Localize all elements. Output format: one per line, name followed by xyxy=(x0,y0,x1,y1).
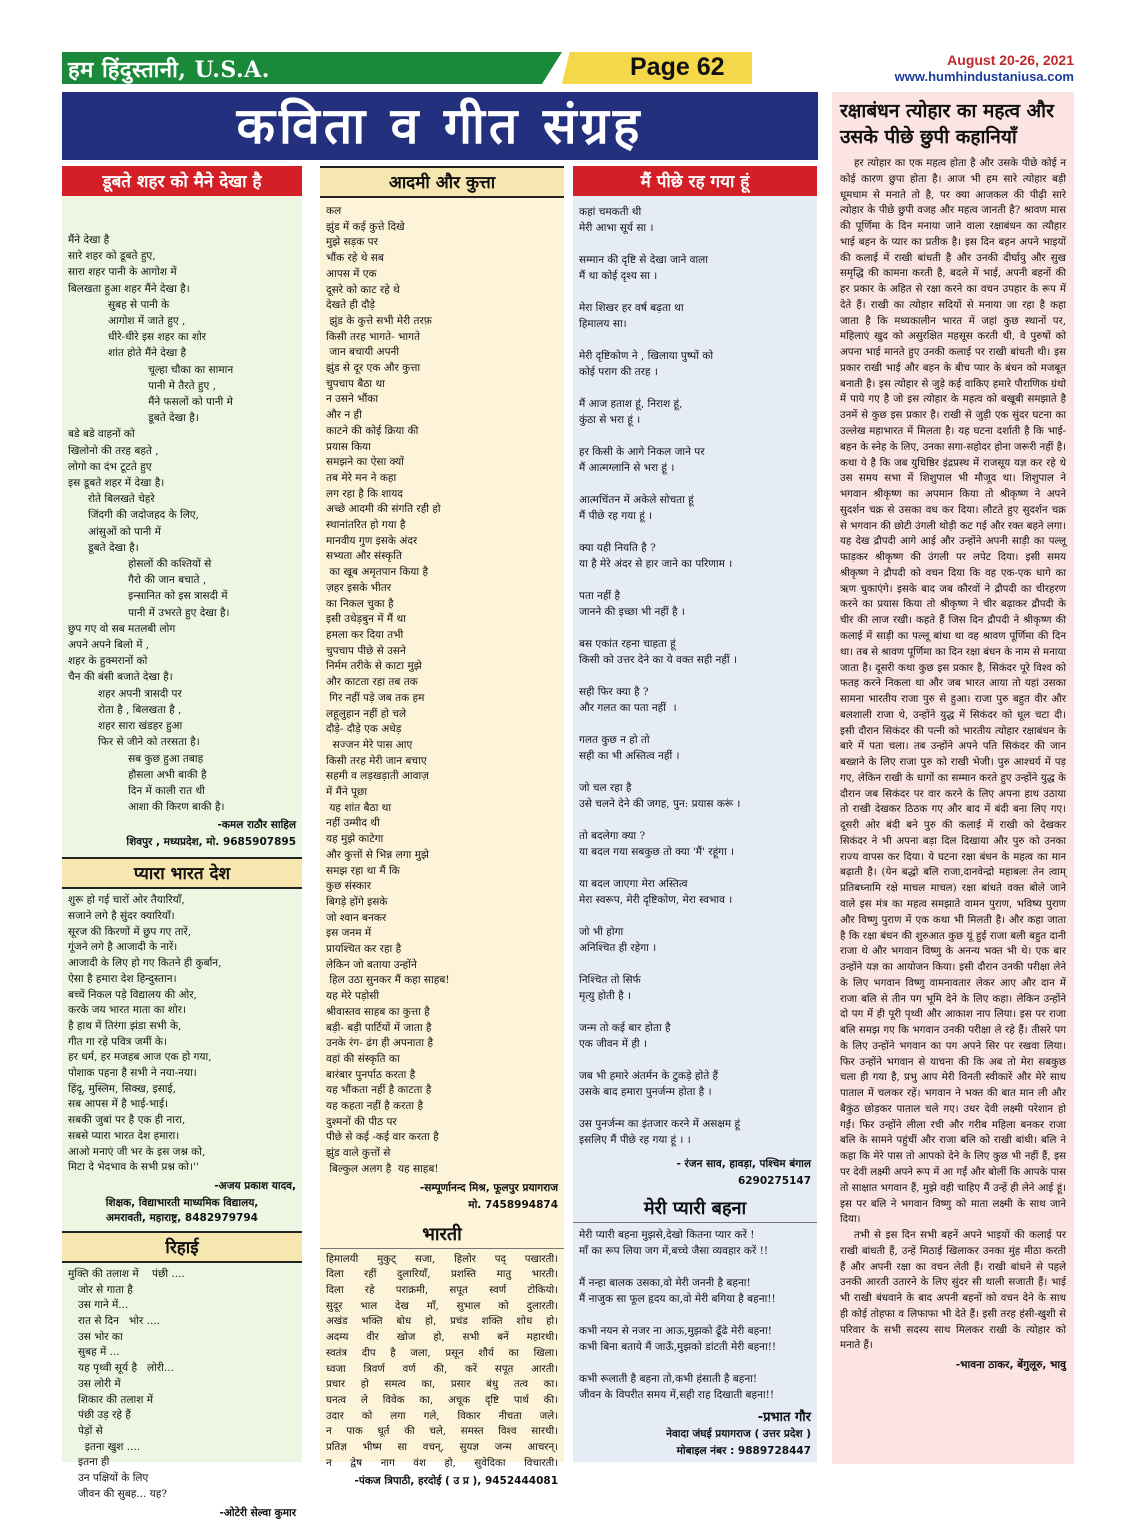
meri-pyari-behna-stanza: मेरी प्यारी बहना मुझसे,देखो कितना प्यार करें ! माँ का रूप लिया जग में,बच्चे जैसा व्यवहार करें !! xyxy=(579,1229,769,1257)
peeche-reh-gaya-stanza: क्या यही नियति है ? या है मेरे अंदर से हार जाने का परिणाम । xyxy=(579,542,733,570)
peeche-reh-gaya-stanza: उस पुनर्जन्म का इंतजार करने में असक्षम हूं इसलिए मैं पीछे रह गया हूं । । xyxy=(579,1118,741,1146)
peeche-reh-gaya-stanza: बस एकांत रहना चाहता हूं किसी को उत्तर देने का ये वक्त सही नहीं । xyxy=(579,638,737,666)
peeche-reh-gaya-stanza: गलत कुछ न हो तो सही का भी अस्तित्व नहीं । xyxy=(579,734,680,762)
peeche-reh-gaya-stanza: कहां चमकती थी मेरी आभा सूर्य सा । xyxy=(579,206,654,234)
poem-phone-aadmi-kutta: मो. 7458994874 xyxy=(468,1198,558,1211)
middle-column xyxy=(320,166,564,1488)
poem-author-peeche-reh-gaya: - रंजन साव, हावड़ा, पश्चिम बंगाल xyxy=(676,1158,811,1170)
peeche-reh-gaya-stanza: हर किसी के आगे निकल जाने पर मैं आत्मग्लानि से भरा हूं । xyxy=(579,446,705,474)
poem-title-dubte-shahar: डूबते शहर को मैने देखा है xyxy=(62,166,302,196)
left-column xyxy=(62,166,302,1519)
poem-phone-meri-pyari-behna: मोबाइल नंबर : 9889728447 xyxy=(676,1445,811,1457)
peeche-reh-gaya-stanza: निश्चित तो सिर्फ मृत्यु होती है । xyxy=(579,974,641,1002)
issue-date: August 20-26, 2021 xyxy=(947,52,1074,68)
peeche-reh-gaya-stanza: जब भी हमारे अंतर्मन के टुकड़े होते हैं उसके बाद हमारा पुनर्जन्म होता है । xyxy=(579,1070,719,1098)
poem-address-meri-pyari-behna: नेवादा जंघई प्रयागराज ( उत्तर प्रदेश ) xyxy=(666,1428,811,1440)
poem-title-meri-pyari-behna: मेरी प्यारी बहना xyxy=(573,1194,817,1223)
website-link[interactable]: www.humhindustaniusa.com xyxy=(894,69,1074,84)
poem-body-meri-pyari-behna xyxy=(573,1223,817,1403)
article-body xyxy=(832,154,1074,1354)
poem-author-bharati: -पंकज त्रिपाठी, हरदोई ( उ प्र ), 9452444081 xyxy=(354,1475,558,1488)
poem-body-dubte-shahar: मैंने देखा है सारे शहर को डूबते हुए, सारा शहर पानी के आगोश में बिलखता हुआ शहर मैंने देखा है। सुबह से पानी के आगोश में जाते हुए , धीरे-धीरे इस शहर का शोर शांत होते मैंने देखा है चूल्हा चौका का सामान पानी मे तैरते हुए , मैंने फसलों को पानी मे डूबते देखा है। बडे बडे वाहनों को खिलोनो की तरह बहते , लोगो का दंभ टूटते हुए इस डूबते शहर में देखा है। रोते बिलखते चेहरे जिंदगी की जदोजहद के लिए, आंसुओं को पानी में डूबते देखा है। होसलों की कश्तियों से गैरो की जान बचाते , इन्सानित को इस त्रासदी में पानी में उभरते हुए देखा है। छुप गए वो सब मतलबी लोग अपने अपने बिलो में , शहर के हुक्मरानों को चैन की बंसी बजाते देखा है। शहर अपनी त्रासदी पर रोता है , बिलखता है , शहर सारा खंडहर हुआ फिर से जीने को तरसता है। सब कुछ हुआ तबाह हौसला अभी बाकी है दिन में काली रात थी आशा की किरण बाकी है। xyxy=(68,234,234,814)
peeche-reh-gaya-stanza: तो बदलेगा क्या ? या बदल गया सबकुछ तो क्या 'मैं' रहूंगा । xyxy=(579,830,735,858)
poem-author-aadmi-kutta: -सम्पूर्णानन्द मिश्र, फूलपुर प्रयागराज xyxy=(419,1181,558,1194)
right-column xyxy=(573,166,817,1462)
peeche-reh-gaya-stanza: सम्मान की दृष्टि से देखा जाने वाला मैं था कोई दृश्य सा । xyxy=(579,254,709,282)
masthead xyxy=(62,52,1074,88)
poem-title-peeche-reh-gaya: मैं पीछे रह गया हूं xyxy=(573,166,817,196)
poem-body-bharati: हिमालयी मुकुट् सजा, हिलोर पद् पखारती। दिला रहीं दुलारियाँ, प्रशस्ति मातु भारती। दिला रहे पराक्रमी, सपूत स्वर्ण टोकियो। सुदूर भाल देख माँ, सुभाल को दुलारती। अखंड भक्ति बोध हो, प्रचंड शक्ति शोध हो। अदम्य वीर खोज हो, सभी बनें महारथी। स्वतंत्र दीप है जला, प्रसून शौर्य का खिला। ध्वजा त्रिवर्ण वर्ण की, करें सपूत आरती। प्रचार हो समत्व का, प्रसार बंधु तत्व का। घनत्व ले विवेक का, अचूक दृष्टि पार्थ की। उदार को लगा गले, विकार नीचता जले। न पाक धूर्त की चले, समस्त विश्व सारथी। प्रतिज्ञ भीष्म सा वचन्, सुयज्ञ जन्म आचरन्। न द्वेष नाग वंश हो, सुवेदिका विचारती। xyxy=(326,1253,558,1469)
poem-title-pyara-bharat: प्यारा भारत देश xyxy=(62,857,302,889)
peeche-reh-gaya-stanza: मेरा शिखर हर वर्ष बढ़ता था हिमालय सा। xyxy=(579,302,684,330)
poem-title-aadmi-kutta: आदमी और कुत्ता xyxy=(320,166,564,198)
page-number: Page 62 xyxy=(630,53,725,81)
peeche-reh-gaya-stanza: जो भी होगा अनिश्चित ही रहेगा । xyxy=(579,926,657,954)
section-title: कविता व गीत संग्रह xyxy=(236,96,644,155)
peeche-reh-gaya-stanza: मेरी दृष्टिकोण ने , खिलाया पुष्पों को कोई पराग की तरह । xyxy=(579,350,714,378)
poem-author-rihai: -ओटेरी सेल्वा कुमार xyxy=(219,1506,296,1519)
meri-pyari-behna-stanza: कभी नयन से नजर ना आऊ,मुझको ढूँढे मेरी बहना! कभी बिना बताये मैं जाऊँ,मुझको डांटती मेरी बहना!! xyxy=(579,1325,777,1353)
article-author: -भावना ठाकर, बेंगुलूरु, भावु xyxy=(955,1359,1066,1372)
poem-address-pyara-bharat: शिक्षक, विद्याभारती माध्यमिक विद्यालय, अमरावती, महाराष्ट्र, 8482979794 xyxy=(105,1196,259,1224)
peeche-reh-gaya-stanza: सही फिर क्या है ? और गलत का पता नहीं । xyxy=(579,686,677,714)
meri-pyari-behna-stanza: मैं नन्हा बालक उसका,वो मेरी जननी है बहना! मैं नाजुक सा फूल हृदय का,वो मेरी बगिया है बहना!! xyxy=(579,1277,776,1305)
poem-author-pyara-bharat: -अजय प्रकाश यादव, xyxy=(214,1179,296,1192)
poem-title-rihai: रिहाई xyxy=(62,1231,302,1263)
poem-body-aadmi-kutta: कल झुंड में कई कुत्ते दिखे मुझे सड़क पर भौंक रहे थे सब आपस में एक दूसरे को काट रहे थे देखते ही दौड़े झुंड के कुत्ते सभी मेरी तरफ़ किसी तरह भागते- भागते जान बचायी अपनी झुंड से दूर एक और कुत्ता चुपचाप बैठा था न उसने भौंका और न ही काटने की कोई क्रिया की प्रयास किया समझने का ऐसा क्यों तब मेरे मन ने कहा लग रहा है कि शायद अच्छे आदमी की संगति रही हो स्थानांतरित हो गया है मानवीय गुण इसके अंदर सभ्यता और संस्कृति का खूब अमृतपान किया है ज़हर इसके भीतर का निकल चुका है इसी उधेड़बुन में मैं था हमला कर दिया तभी चुपचाप पीछे से उसने निर्मम तरीके से काटा मुझे और काटता रहा तब तक गिर नहीं पड़े जब तक हम लहूलुहान नहीं हो चले दौड़े- दौड़े एक अधेड़ सज्जन मेरे पास आए किसी तरह मेरी जान बचाए सहमी व लड़खड़ाती आवाज़ में मैंने पूछा यह शांत बैठा था नहीं उम्मीद थी यह मुझे काटेगा और कुत्तों से भिन्न लगा मुझे समझ रहा था मैं कि कुछ संस्कार बिगड़े होंगे इसके जो श्वान बनकर इस जनम में प्रायश्चित कर रहा है लेकिन जो बताया उन्होंने हिल उठा सुनकर मैं कहा साहब! यह मेरे पड़ोसी श्रीवास्तव साहब का कुत्ता है बड़ी- बड़ी पार्टियों में जाता है उनके रंग- ढंग ही अपनाता है वहां की संस्कृति का बारंबार पुनर्पाठ करता है यह भौंकता नहीं है काटता है यह कहता नहीं है करता है दुश्मनों की पीठ पर पीछे से कई -कई वार करता है झुंड वाले कुत्तों से बिल्कुल अलग है यह साहब! xyxy=(326,205,450,1175)
meri-pyari-behna-stanza: कभी रूलाती है बहना तो,कभी हंसाती है बहना! जीवन के विपरीत समय में,सही राह दिखाती बहना!! xyxy=(579,1373,775,1401)
poem-author-dubte-shahar: -कमल राठौर साहिल xyxy=(217,819,296,832)
peeche-reh-gaya-stanza: या बदल जाएगा मेरा अस्तित्व मेरा स्वरूप, मेरी दृष्टिकोण, मेरा स्वभाव । xyxy=(579,878,733,906)
section-title-banner xyxy=(62,92,818,160)
peeche-reh-gaya-stanza: मैं आज हताश हूं, निराश हूं, कुंठा से भरा हूं । xyxy=(579,398,683,426)
article-column xyxy=(832,92,1074,1464)
poem-author-meri-pyari-behna: -प्रभात गौर xyxy=(757,1410,811,1425)
poem-body-pyara-bharat: शुरू हो गई चारों ओर तैयारियाँ, सजाने लगे है सुंदर क्यारियाँ। सूरज की किरणों में छुप गए तारें, गूंजने लगे है आजादी के नारें। आजादी के लिए हो गए कितने ही कुर्बान, ऐसा है हमारा देश हिन्दुस्तान। बच्चें निकल पड़े विद्यालय की ओर, करके जय भारत माता का शोर। है हाथ में तिरंगा झंडा सभी के, गीत गा रहे पवित्र जमीं के। हर धर्म, हर मजहब आज एक हो गया, पोशाक पहना है सभी ने नया-नया। हिंदू, मुस्लिम, सिक्ख, इसाई, सब आपस में है भाई-भाई। सबकी जुबां पर है एक ही नारा, सबसे प्यारा भारत देश हमारा। आओ मनाएं जी भर के इस जश्न को, मिटा दे भेदभाव के सभी प्रश्न को।'' xyxy=(68,894,222,1174)
poem-body-rihai: मुक्ति की तलाश में पंछी .... जोर से गाता है उस गाने में... रात से दिन भोर .... उस भोर का सुबह में ... यह पृथ्वी सूर्य है लोरी... उस लोरी में शिकार की तलाश में पंछी उड़ रहे हैं पेड़ों से इतना खुश .... इतना ही उन पक्षियों के लिए जीवन की सुबह... यह? xyxy=(68,1267,185,1500)
paper-name: हम हिंदुस्तानी, U.S.A. xyxy=(68,57,270,83)
poem-phone-peeche-reh-gaya: 6290275147 xyxy=(737,1175,811,1187)
poem-body-peeche-reh-gaya xyxy=(573,196,817,1148)
article-paragraph-1: हर त्योहार का एक महत्व होता है और उसके पीछे कोई न कोई कारण छुपा होता है। आज भी हम सारे त्योहार बड़ी धूमधाम से मनाते तो है, पर क्या आजकल की पीढ़ी सारे त्योहार के पीछे छुपी वजह और महत्व जानती है? श्रावण मास की पूर्णिमा के दिन मनाया जाने वाला रक्षाबंधन का त्यौहार भाई बहन के प्यार का प्रतीक है। इस दिन बहन अपने भाइयों की कलाई में राखी बांधती है और उनकी दीर्घायु और सुख समृद्धि की कामना करती है, बदले में भाई, अपनी बहनों की हर प्रकार के अहित से रक्षा करने का वचन उपहार के रूप में देते हैं। राखी का त्योहार सदियों से मनाया जा रहा है कहा जाता है कि मध्यकालीन भारत में जहां कुछ स्थानों पर, महिलाएं खुद को असुरक्षित महसूस करती थी, वे पुरुषों को अपना भाई मानते हुए उनकी कलाई पर राखी बांधती थी। इस प्रकार राखी भाई और बहन के बीच प्यार के बंधन को मजबूत बनाती है। इस त्योहार से जुड़े कई वाकिए हमारे पौराणिक ग्रंथो में पाये गए है जो इस त्योहार के महत्व को बखूबी समझाते है उनमें से कुछ इस प्रकार है। राखी से जुड़ी एक सुंदर घटना का उल्लेख महाभारत में मिलता है। यह घटना दर्शाती है कि भाई-बहन के स्नेह के लिए, उनका सगा-सहोदर होना जरूरी नहीं है। कथा ये है कि जब युधिष्ठिर इंद्रप्रस्थ में राजसूय यज्ञ कर रहे थे उस समय सभा में शिशुपाल भी मौजूद था। शिशुपाल ने भगवान श्रीकृष्ण का अपमान किया तो श्रीकृष्ण ने अपने सुदर्शन चक्र से उसका वध कर दिया। लौटते हुए सुदर्शन चक्र से भगवान की छोटी उंगली थोड़ी कट गई और रक्त बहने लगा। यह देख द्रौपदी आगे आई और उन्होंने अपनी साड़ी का पल्लू फाड़कर श्रीकृष्ण की उंगली पर लपेट दिया। इसी समय श्रीकृष्ण ने द्रौपदी को वचन दिया कि वह एक-एक धागे का ऋण चुकाएंगे। इसके बाद जब कौरवों ने द्रौपदी का चीरहरण करने का प्रयास किया तो श्रीकृष्ण ने चीर बढ़ाकर द्रौपदी के चीर की लाज रखी। कहते हैं जिस दिन द्रौपदी ने श्रीकृष्ण की कलाई में साड़ी का पल्लू बांधा था वह श्रावण पूर्णिमा की दिन था। तब से श्रावण पूर्णिमा का दिन रक्षा बंधन के नाम से मनाया जाता है। दूसरी कथा कुछ इस प्रकार है, सिकंदर पूरे विश्व को फतह करने निकला था और जब भारत आया तो यहां उसका सामना भारतीय राजा पुरु से हुआ। राजा पुरु बहुत वीर और बलशाली राजा थे, उन्होंने युद्ध में सिकंदर को धूल चटा दी। इसी दौरान सिकंदर की पत्नी को भारतीय त्योहार रक्षाबंधन के बारे में पता चला। तब उन्होंने अपने पति सिकंदर की जान बख्शने के लिए राजा पुरु को राखी भेजी। पुरु आश्चर्य में पड़ गए, लेकिन राखी के धागों का सम्मान करते हुए उन्होंने युद्ध के दौरान जब सिकंदर पर वार करने के लिए अपना हाथ उठाया तो राखी देखकर ठिठक गए और बाद में बंदी बना लिए गए। दूसरी ओर बंदी बने पुरु की कलाई में राखी को देखकर सिकंदर ने भी अपना बड़ा दिल दिखाया और पुरु को उनका राज्य वापस कर दिया। ये घटना रक्षा बंधन के महत्व का मान बढ़ाती है। (येन बद्धो बलि राजा,दानवेन्द्रो महाबलः तेन त्वाम् प्रतिबध्नामि रक्षे माचल माचल) रक्षा बांधते वक्त बोले जाने वाले इस मंत्र का महत्व समझाते वामन पुराण, भविष्य पुराण और विष्णु पुराण में एक कथा भी मिलती है। और कहा जाता है कि रक्षा बंधन की शुरुआत कुछ यूं हुई राजा बली बहुत दानी राजा थे और भगवान विष्णु के अनन्य भक्त भी थे। एक बार उन्होंने यज्ञ का आयोजन किया। इसी दौरान उनकी परीक्षा लेने के लिए भगवान विष्णु वामनावतार लेकर आए और दान में राजा बलि से तीन पग भूमि देने के लिए कहा। लेकिन उन्होंने दो पग में ही पूरी पृथ्वी और आकाश नाप लिया। इस पर राजा बलि समझ गए कि भगवान उनकी परीक्षा ले रहे हैं। तीसरे पग के लिए उन्होंने भगवान का पग अपने सिर पर रखवा लिया। फिर उन्होंने भगवान से याचना की कि अब तो मेरा सबकुछ चला ही गया है, प्रभु आप मेरी विनती स्वीकारें और मेरे साथ पाताल में चलकर रहें। भगवान ने भक्त की बात मान ली और बैकुंठ छोड़कर पाताल चले गए। उधर देवी लक्ष्मी परेशान हो गईं। फिर उन्होंने लीला रची और गरीब महिला बनकर राजा बलि के सामने पहुंचीं और राजा बलि को राखी बांधी। बलि ने कहा कि मेरे पास तो आपको देने के लिए कुछ भी नहीं हैं, इस पर देवी लक्ष्मी अपने रूप में आ गईं और बोलीं कि आपके पास तो साक्षात भगवान हैं, मुझे वही चाहिए मैं उन्हें ही लेने आई हूं। इस पर बलि ने भगवान विष्णु को माता लक्ष्मी के साथ जाने दिया। xyxy=(840,158,1066,1226)
peeche-reh-gaya-stanza: पता नहीं है जानने की इच्छा भी नहीं है । xyxy=(579,590,685,618)
poem-title-bharati: भारती xyxy=(320,1220,564,1249)
peeche-reh-gaya-stanza: जन्म तो कई बार होता है एक जीवन में ही । xyxy=(579,1022,671,1050)
poem-address-dubte-shahar: शिवपुर , मध्यप्रदेश, मो. 9685907895 xyxy=(126,836,296,849)
article-paragraph-2: तभी से इस दिन सभी बहनें अपने भाइयों की कलाई पर राखी बांधती हैं, उन्हें मिठाई खिलाकर उनका मुंह मीठा करती हैं और अपनी रक्षा का वचन लेती हैं। राखी बांधने से पहले उनकी आरती उतारने के लिए सुंदर सी थाली सजाती हैं। भाई भी राखी बंधवाने के बाद अपनी बहनों को वचन देने के साथ ही कोई तोहफा व लिफाफा भी देते हैं। इसी तरह हंसी-खुशी से परिवार के सभी सदस्य साथ मिलकर राखी के त्योहार को मनाते हैं। xyxy=(840,1230,1066,1352)
article-title: रक्षाबंधन त्योहार का महत्व और उसके पीछे छुपी कहानियाँ xyxy=(840,100,1054,148)
peeche-reh-gaya-stanza: जो चल रहा है उसे चलने देने की जगह, पुन: प्रयास करूं । xyxy=(579,782,741,810)
peeche-reh-gaya-stanza: आत्मचिंतन में अकेले सोचता हूं मैं पीछे रह गया हूं । xyxy=(579,494,694,522)
